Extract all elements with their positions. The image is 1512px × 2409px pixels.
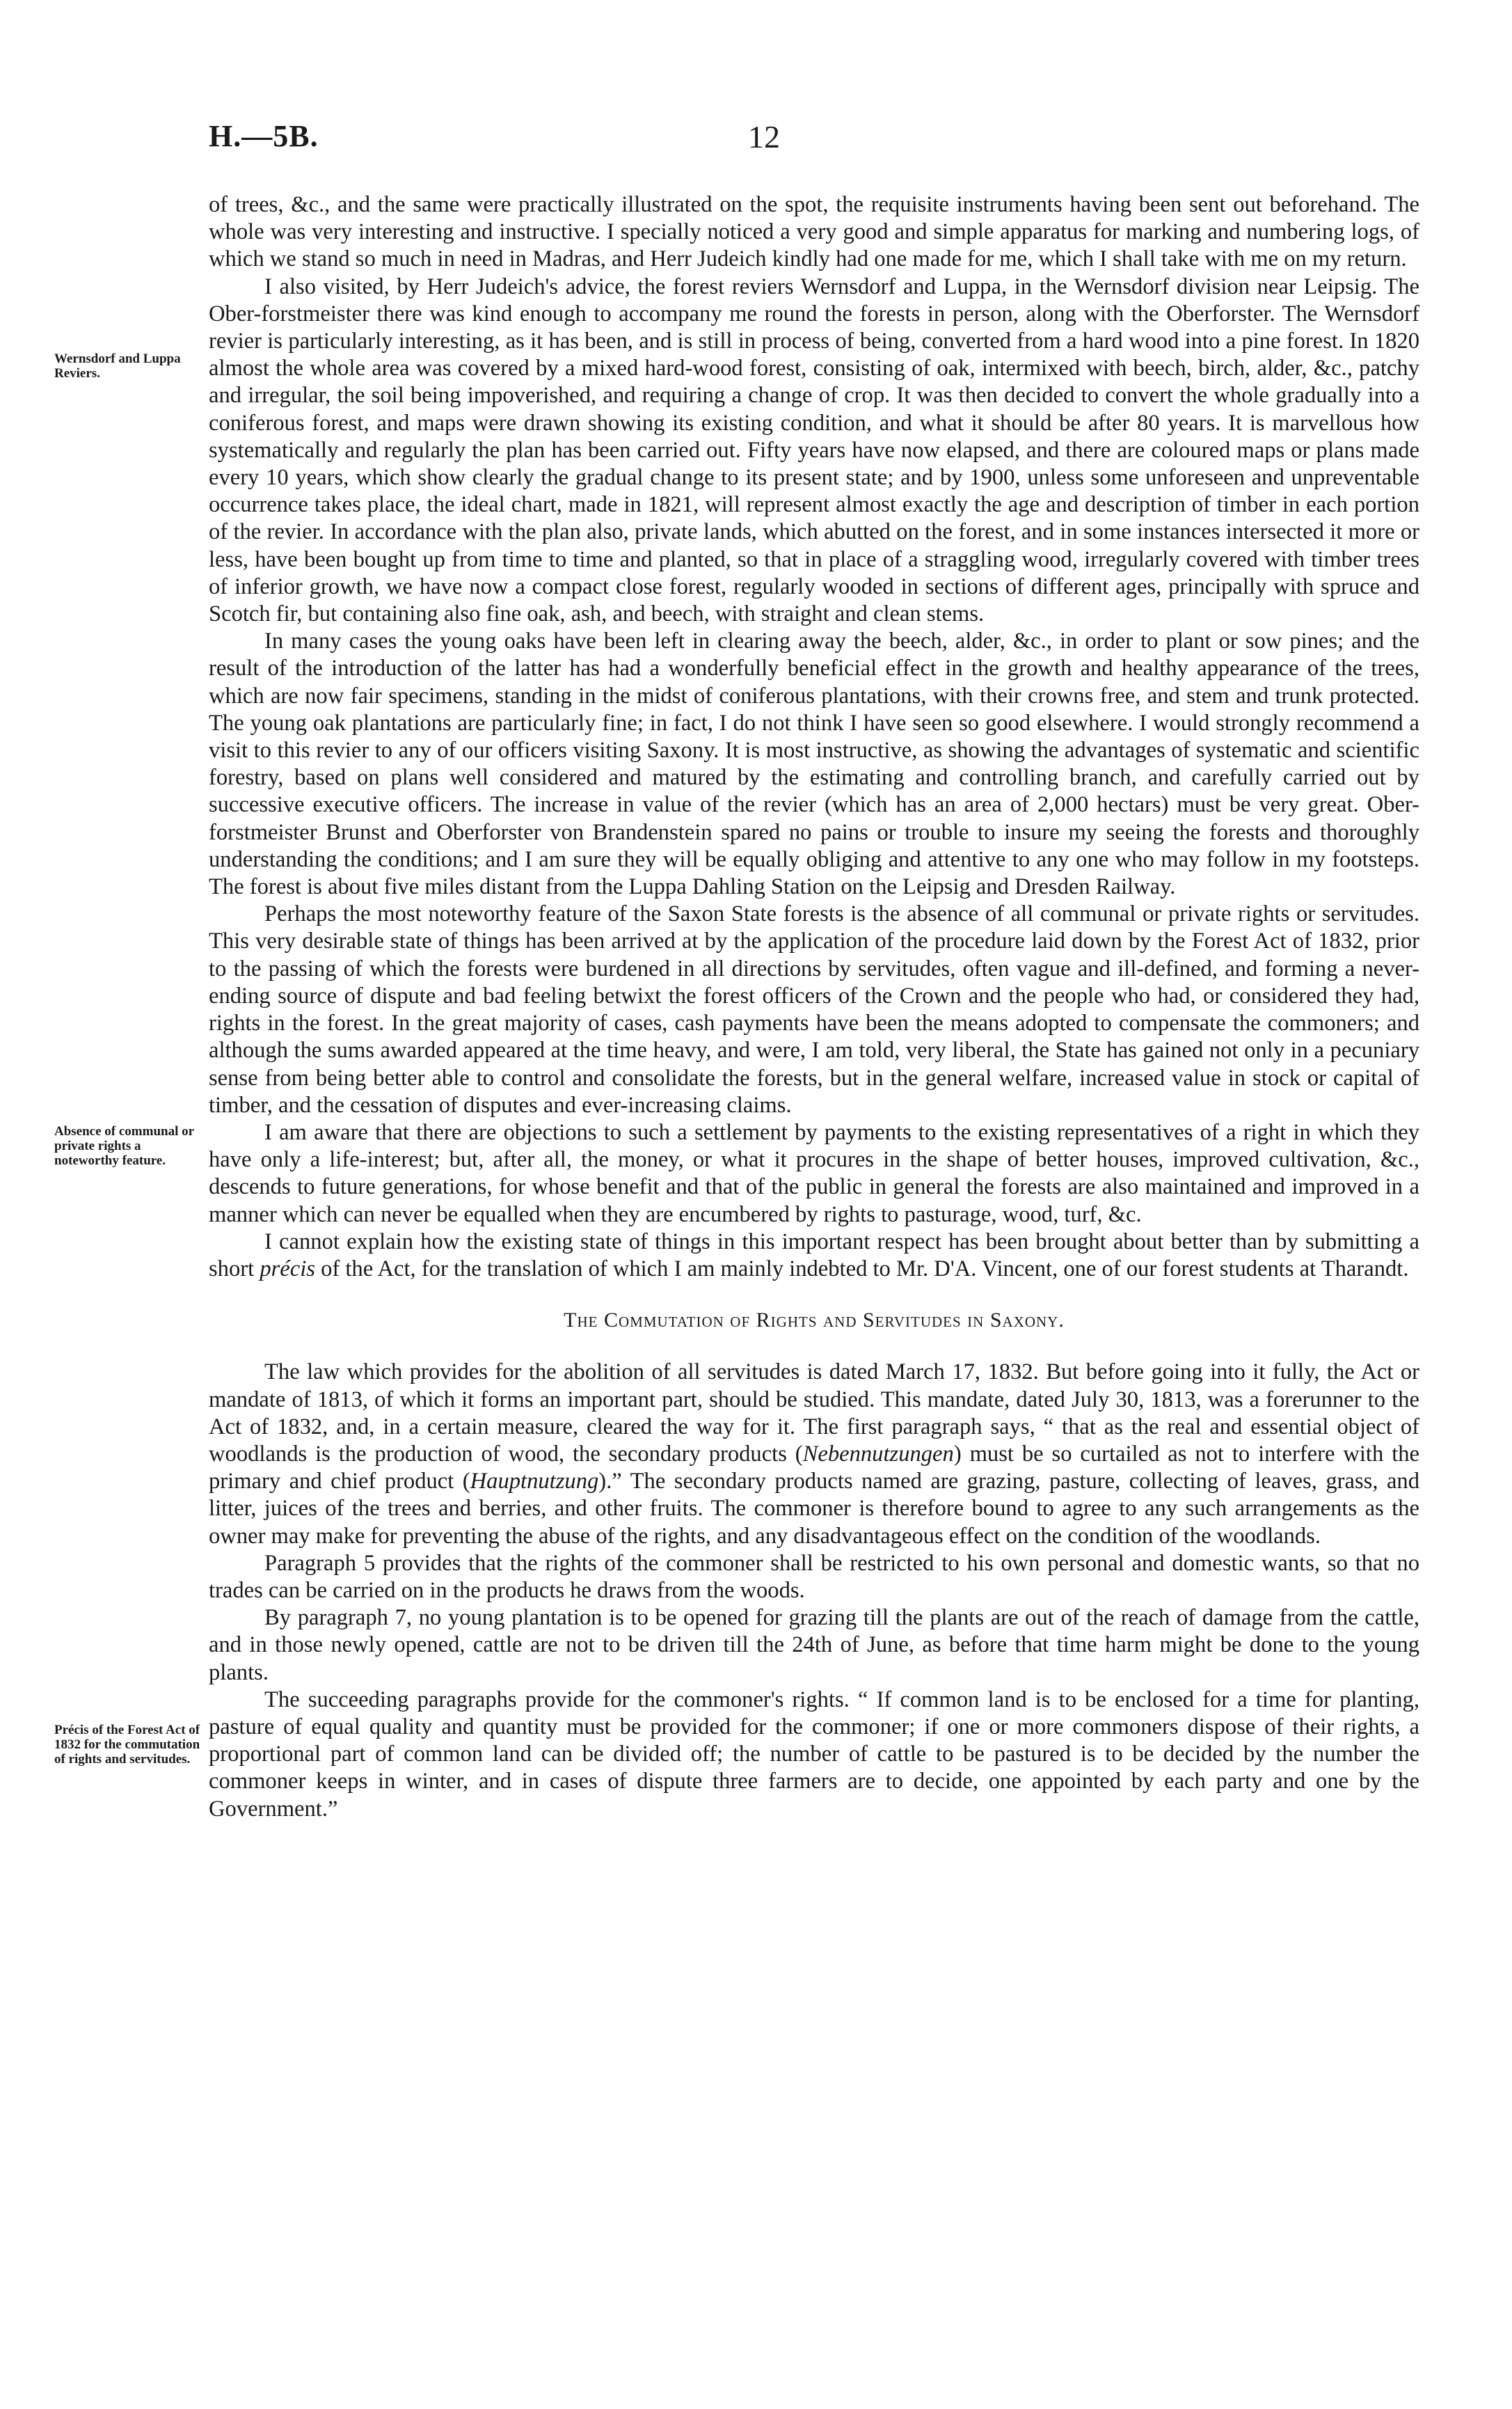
precis-word: précis (260, 1256, 315, 1281)
paragraph-succeeding: The succeeding paragraphs provide for the commoner's rights. “ If common land is to be enclosed for a time for planting, pasture of equal quality and quantity must be provided for the commoner; if one or more commoners dispose of their rights, a proportional part of common land can be divided off; the number of cattle to be pastured is to be decided by the number the commoner keeps in winter, and in cases of dispute three farmers are to decide, one appointed by each party and one by the Government.” (209, 1687, 1419, 1822)
page-number: 12 (748, 119, 780, 155)
paragraph-five: Paragraph 5 provides that the rights of the commoner shall be restricted to his own personal and domestic wants, so that no trades can be carried on in the products he draws from the woods. (209, 1550, 1419, 1603)
law-text-a: The law which provides for the abolition of all servitudes is dated March 17, 1832. But before going into it fully, the Act or mandate of 1813, of which it forms an important part, should be studied. This mandate, dated July 30, 1813, was a forerunner to the Act of 1832, and, in a certain measure, cleared the way for it. The first paragraph says, “ that as the real and essential object of woodlands is the production of wood, the secondary products ( (209, 1359, 1419, 1467)
margin-note-precis: Précis of the Forest Act of 1832 for the commutation of rights and servitudes. (54, 1723, 200, 1767)
term-hauptnutzung: Hauptnutzung (470, 1469, 599, 1494)
paragraph-absence-of-rights: Perhaps the most noteworthy feature of the Saxon State forests is the absence of all communal or private rights or servitudes. This very desirable state of things has been arrived at by the application of the procedure laid down by the Forest Act of 1832, prior to the passing of which the forests were burdened in all directions by servitudes, often vague and ill-defined, and forming a never-ending source of dispute and bad feeling betwixt the forest officers of the Crown and the people who had, or considered they had, rights in the forest. In the great majority of cases, cash payments have been the means adopted to compensate the commoners; and although the sums awarded appeared at the time heavy, and were, I am told, very liberal, the State has gained not only in a pecuniary sense from being better able to control and consolidate the forests, but in the general welfare, increased value in stock or capital of timber, and the cessation of disputes and ever-increasing claims. (209, 901, 1419, 1118)
paragraph-seven: By paragraph 7, no young plantation is to be opened for grazing till the plants are out of the reach of damage from the cattle, and in those newly opened, cattle are not to be driven till the 24th of June, as before that time harm might be done to the young plants. (209, 1605, 1419, 1685)
paragraph-objections: I am aware that there are objections to such a settlement by payments to the existing representatives of a right in which they have only a life-interest; but, after all, the money, or what it procures in the shape of better houses, improved cultivation, &c., descends to future generations, for whose benefit and that of the public in general the forests are also maintained and improved in a manner which can never be equalled when they are encumbered by rights to pasturage, wood, turf, &c. (209, 1119, 1419, 1227)
margin-note-wernsdorf: Wernsdorf and Luppa Reviers. (54, 352, 181, 381)
margin-note-absence-of-rights: Absence of communal or private rights a noteworthy feature. (54, 1124, 194, 1168)
section-heading: The Commutation of Rights and Servitudes in Saxony. (564, 1309, 1065, 1332)
document-reference: H.—5B. (209, 119, 319, 153)
paragraph-precis-intro (209, 1229, 1419, 1283)
term-nebennutzungen: Nebennutzungen (802, 1441, 954, 1467)
precis-intro-text-a: I cannot explain how the existing state of things in this important respect has been brought about better than by submitting a short (209, 1229, 1419, 1281)
law-text-b: ) must be so curtailed as not to interfere with the primary and chief product ( (209, 1441, 1419, 1494)
paragraph-young-oaks: In many cases the young oaks have been left in clearing away the beech, alder, &c., in order to plant or sow pines; and the result of the introduction of the latter has had a wonderfully beneficial effect in the growth and healthy appearance of the trees, which are now fair specimens, standing in the midst of coniferous plantations, with their crowns free, and stem and trunk protected. The young oak plantations are particularly fine; in fact, I do not think I have seen so good elsewhere. I would strongly recommend a visit to this revier to any of our officers visiting Saxony. It is most instructive, as showing the advantages of systematic and scientific forestry, based on plans well considered and matured by the estimating and controlling branch, and carefully carried out by successive executive officers. The increase in value of the revier (which has an area of 2,000 hectars) must be very great. Ober-forstmeister Brunst and Oberforster von Brandenstein spared no pains or trouble to insure my seeing the forests and thoroughly understanding the conditions; and I am sure they will be equally obliging and attentive to any one who may follow in my footsteps. The forest is about five miles distant from the Luppa Dahling Station on the Leipsig and Dresden Railway. (209, 629, 1419, 900)
paragraph-continuation: of trees, &c., and the same were practically illustrated on the spot, the requisite instruments having been sent out beforehand. The whole was very interesting and instructive. I specially noticed a very good and simple apparatus for marking and numbering logs, of which we stand so much in need in Madras, and Herr Judeich kindly had one made for me, which I shall take with me on my return. (209, 192, 1419, 272)
body-text (209, 191, 1419, 1823)
paragraph-wernsdorf-visit: I also visited, by Herr Judeich's advice, the forest reviers Wernsdorf and Luppa, in the Wernsdorf division near Leipsig. The Ober-forstmeister there was kind enough to accompany me round the forests in person, along with the Oberforster. The Wernsdorf revier is particularly interesting, as it has been, and is still in process of being, converted from a hard wood into a pine forest. In 1820 almost the whole area was covered by a mixed hard-wood forest, consisting of oak, intermixed with beech, birch, alder, &c., patchy and irregular, the soil being impoverished, and requiring a change of crop. It was then decided to convert the whole gradually into a coniferous forest, and maps were drawn showing its existing condition, and what it should be after 80 years. It is marvellous how systematically and regularly the plan has been carried out. Fifty years have now elapsed, and there are coloured maps or plans made every 10 years, which show clearly the gradual change to its present state; and by 1900, unless some unforeseen and unpreventable occurrence takes place, the ideal chart, made in 1821, will represent almost exactly the age and description of timber in each portion of the revier. In accordance with the plan also, private lands, which abutted on the forest, and in some instances intersected it more or less, have been bought up from time to time and planted, so that in place of a straggling wood, irregularly covered with timber trees of inferior growth, we have now a compact close forest, regularly wooded in sections of different ages, principally with spruce and Scotch fir, but containing also fine oak, ash, and beech, with straight and clean stems. (209, 274, 1419, 627)
law-text-c: ).” The secondary products named are grazing, pasture, collecting of leaves, grass, and litter, juices of the trees and berries, and other fruits. The commoner is therefore bound to agree to any such arrangements as the owner may make for preventing the abuse of the rights, and any disadvantageous effect on the condition of the woodlands. (209, 1469, 1419, 1549)
page-header (0, 118, 1512, 167)
paragraph-law-of-1832 (209, 1359, 1419, 1549)
precis-intro-text-b: of the Act, for the translation of which I am mainly indebted to Mr. D'A. Vincent, one of our forest students at Tharandt. (315, 1256, 1409, 1281)
